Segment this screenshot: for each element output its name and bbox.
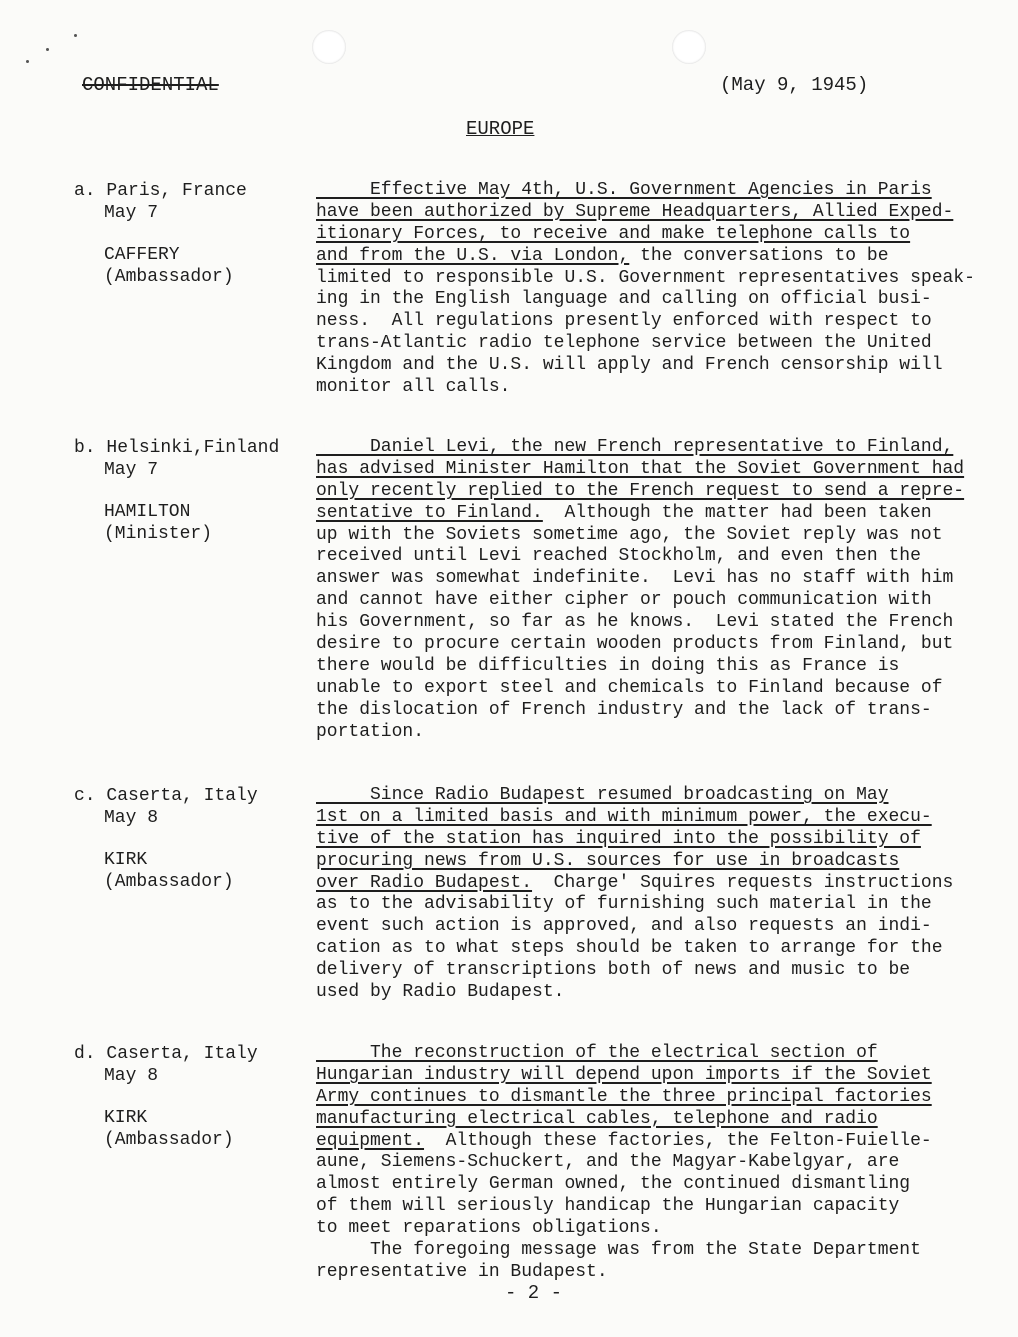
body-text: Kingdom and the U.S. will apply and French censorship will <box>316 355 943 376</box>
underlined-text: and from the U.S. via London, <box>316 245 630 266</box>
dispatch-body <box>316 437 976 743</box>
body-line <box>316 289 976 311</box>
body-line <box>316 1152 976 1174</box>
underlined-text: has advised Minister Hamilton that the Soviet Government had <box>316 458 965 479</box>
body-text: desire to procure certain wooden products from Finland, but <box>316 634 954 655</box>
dispatch-body <box>316 1043 976 1284</box>
underlined-text: Army continues to dismantle the three principal factories <box>316 1086 932 1107</box>
body-line <box>316 377 976 399</box>
body-text: and cannot have either cipher or pouch communication with <box>316 590 932 611</box>
scan-speck <box>74 34 77 37</box>
body-text: answer was somewhat indefinite. Levi has no staff with him <box>316 568 954 589</box>
body-line <box>316 722 976 744</box>
body-text: limited to responsible U.S. Government representatives speak- <box>316 267 975 288</box>
body-text: monitor all calls. <box>316 377 511 398</box>
body-text: trans-Atlantic radio telephone service between the United <box>316 333 932 354</box>
item-sender: CAFFERY <box>104 245 180 265</box>
body-line <box>316 982 976 1004</box>
item-place: Helsinki,Finland <box>106 438 280 458</box>
item-date: May 8 <box>104 808 159 828</box>
body-text: Charge' Squires requests instructions <box>532 872 954 893</box>
item-place: Caserta, Italy <box>106 1044 258 1064</box>
body-line <box>316 1109 976 1131</box>
body-line <box>316 1087 976 1109</box>
page-number: - 2 - <box>505 1282 563 1304</box>
underlined-text: Daniel Levi, the new French representative to Finland, <box>316 437 954 457</box>
body-line <box>316 525 976 547</box>
body-line <box>316 311 976 333</box>
body-text: Although the matter had been taken <box>542 502 932 523</box>
body-line <box>316 634 976 656</box>
body-line <box>316 202 976 224</box>
body-line <box>316 546 976 568</box>
underlined-text: over Radio Budapest. <box>316 872 533 893</box>
body-text: The foregoing message was from the State Department <box>316 1240 921 1261</box>
body-text: used by Radio Budapest. <box>316 982 565 1003</box>
body-line <box>316 503 976 525</box>
item-sender: HAMILTON <box>104 502 191 522</box>
punch-hole-right <box>672 30 706 64</box>
body-line <box>316 1196 976 1218</box>
body-text: ing in the English language and calling on official busi- <box>316 289 932 310</box>
underlined-text: only recently replied to the French request to send a repre- <box>316 480 965 501</box>
body-line <box>316 437 976 459</box>
body-line <box>316 1174 976 1196</box>
item-letter: d. <box>74 1044 96 1064</box>
body-text: his Government, so far as he knows. Levi stated the French <box>316 612 954 633</box>
body-line <box>316 700 976 722</box>
item-date: May 7 <box>104 203 159 223</box>
body-text: aune, Siemens-Schuckert, and the Magyar-Kabelgyar, are <box>316 1152 900 1173</box>
dispatch-meta <box>74 180 299 288</box>
underlined-text: itionary Forces, to receive and make telephone calls to <box>316 223 911 244</box>
body-text: there would be difficulties in doing this as France is <box>316 655 900 676</box>
item-place: Caserta, Italy <box>106 786 258 806</box>
body-text: event such action is approved, and also requests an indi- <box>316 916 932 937</box>
underlined-text: The reconstruction of the electrical section of <box>316 1043 878 1063</box>
body-text: received until Levi reached Stockholm, and even then the <box>316 546 921 567</box>
item-letter: c. <box>74 786 96 806</box>
body-line <box>316 1065 976 1087</box>
item-sender: KIRK <box>104 850 148 870</box>
body-line <box>316 459 976 481</box>
item-sender-title: (Minister) <box>104 524 213 544</box>
region-heading: EUROPE <box>466 118 535 140</box>
underlined-text: Hungarian industry will depend upon imports if the Soviet <box>316 1064 932 1085</box>
punch-hole-left <box>312 30 346 64</box>
body-line <box>316 678 976 700</box>
body-line <box>316 807 976 829</box>
item-sender-title: (Ambassador) <box>104 872 234 892</box>
item-letter: a. <box>74 181 96 201</box>
body-line <box>316 333 976 355</box>
body-text: up with the Soviets sometime ago, the Soviet reply was not <box>316 524 943 545</box>
body-line <box>316 612 976 634</box>
scan-speck <box>46 48 49 51</box>
item-place: Paris, France <box>106 181 247 201</box>
body-line <box>316 1262 976 1284</box>
underlined-text: tive of the station has inquired into the possibility of <box>316 828 921 849</box>
body-text: almost entirely German owned, the continued dismantling <box>316 1174 911 1195</box>
dispatch-meta <box>74 437 299 545</box>
body-line <box>316 1240 976 1262</box>
underlined-text: 1st on a limited basis and with minimum power, the execu- <box>316 806 932 827</box>
underlined-text: manufacturing electrical cables, telephone and radio <box>316 1108 878 1129</box>
item-sender: KIRK <box>104 1108 148 1128</box>
underlined-text: Since Radio Budapest resumed broadcasting on May <box>316 785 889 805</box>
body-text: Although these factories, the Felton-Fuielle- <box>424 1130 932 1151</box>
item-letter: b. <box>74 438 96 458</box>
dispatch-meta <box>74 1043 299 1151</box>
body-line <box>316 246 976 268</box>
body-text: ness. All regulations presently enforced with respect to <box>316 311 932 332</box>
body-text: cation as to what steps should be taken to arrange for the <box>316 938 943 959</box>
body-line <box>316 180 976 202</box>
body-text: as to the advisability of furnishing such material in the <box>316 894 932 915</box>
underlined-text: Effective May 4th, U.S. Government Agencies in Paris <box>316 180 932 200</box>
body-line <box>316 938 976 960</box>
body-line <box>316 1043 976 1065</box>
body-line <box>316 851 976 873</box>
body-text: delivery of transcriptions both of news and music to be <box>316 960 911 981</box>
body-line <box>316 1131 976 1153</box>
document-date: (May 9, 1945) <box>720 74 869 96</box>
body-line <box>316 268 976 290</box>
body-text: unable to export steel and chemicals to Finland because of <box>316 677 943 698</box>
body-line <box>316 590 976 612</box>
dispatch-meta <box>74 785 299 893</box>
body-line <box>316 481 976 503</box>
body-line <box>316 1218 976 1240</box>
underlined-text: sentative to Finland. <box>316 502 543 523</box>
underlined-text: have been authorized by Supreme Headquarters, Allied Exped- <box>316 201 954 222</box>
underlined-text: equipment. <box>316 1130 425 1151</box>
body-line <box>316 568 976 590</box>
classification-marking: CONFIDENTIAL <box>82 74 219 96</box>
body-text: to meet reparations obligations. <box>316 1218 662 1239</box>
underlined-text: procuring news from U.S. sources for use in broadcasts <box>316 850 900 871</box>
scan-speck <box>26 60 29 63</box>
dispatch-body <box>316 180 976 399</box>
body-text: the conversations to be <box>629 245 889 266</box>
body-line <box>316 355 976 377</box>
body-text: of them will seriously handicap the Hungarian capacity <box>316 1196 900 1217</box>
body-text: representative in Budapest. <box>316 1261 608 1282</box>
body-line <box>316 960 976 982</box>
item-date: May 7 <box>104 460 159 480</box>
body-text: portation. <box>316 721 425 742</box>
body-line <box>316 785 976 807</box>
body-line <box>316 829 976 851</box>
body-line <box>316 656 976 678</box>
body-line <box>316 916 976 938</box>
body-line <box>316 894 976 916</box>
body-text: the dislocation of French industry and the lack of trans- <box>316 699 932 720</box>
item-sender-title: (Ambassador) <box>104 1130 234 1150</box>
item-date: May 8 <box>104 1066 159 1086</box>
dispatch-body <box>316 785 976 1004</box>
body-line <box>316 873 976 895</box>
item-sender-title: (Ambassador) <box>104 267 234 287</box>
body-line <box>316 224 976 246</box>
